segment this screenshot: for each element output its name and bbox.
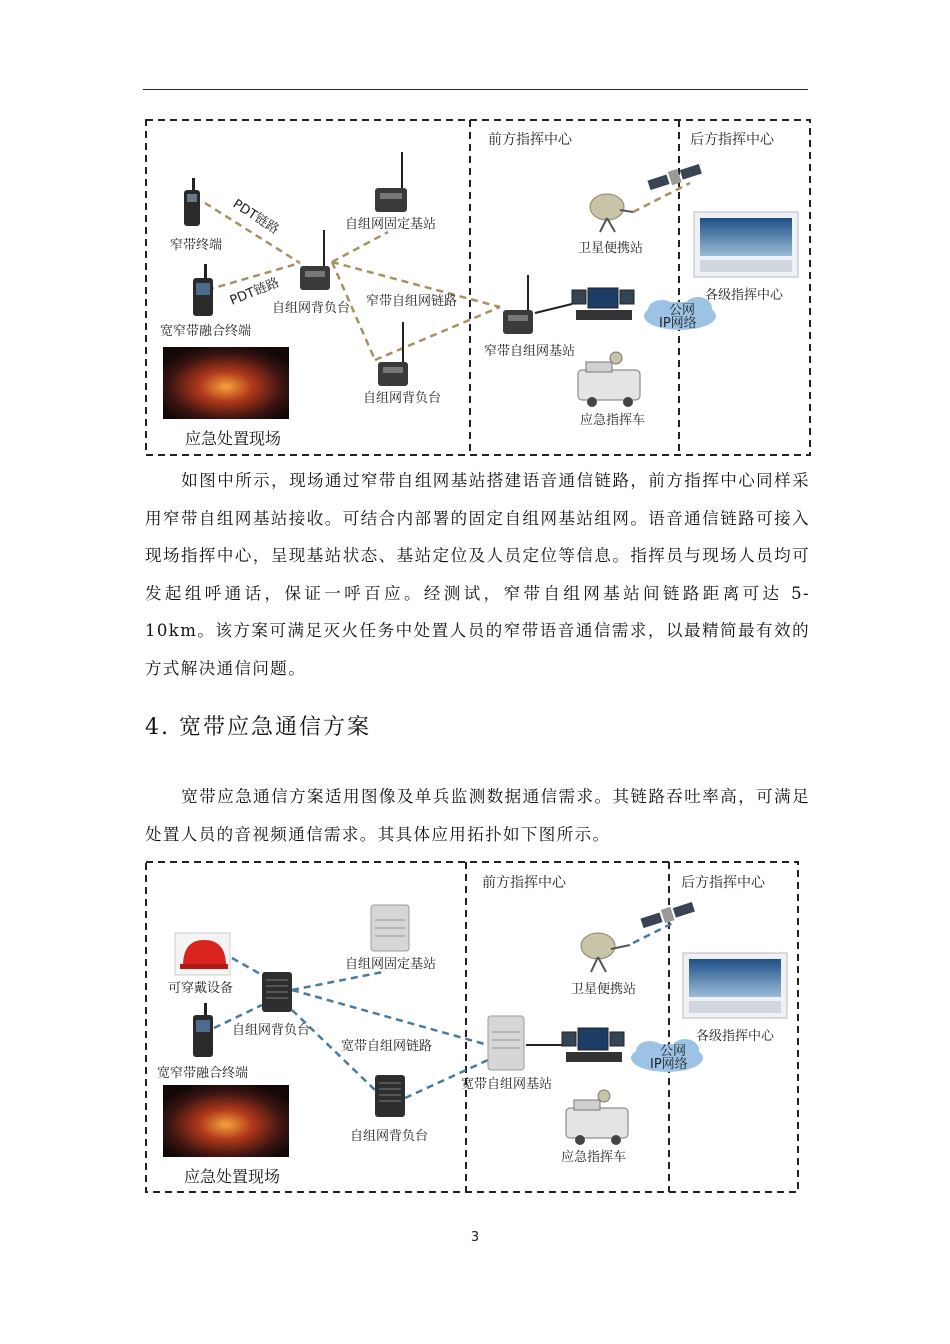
fig1-link-satellite — [633, 183, 690, 212]
fig2-backpack-bottom-icon — [375, 1075, 405, 1117]
fig1-public-net-label-2: IP网络 — [659, 316, 697, 331]
fig1-command-vehicle-icon — [578, 352, 640, 407]
fig1-converged-terminal-icon — [193, 264, 213, 316]
fig2-satellite-portable-label: 卫星便携站 — [571, 982, 637, 997]
fig2-broadband-base-icon — [488, 1016, 524, 1070]
fig1-console-icon — [572, 288, 634, 320]
fig2-backpack-center-label: 自组网背负台 — [232, 1023, 311, 1038]
fig1-pdt-link-label-2: PDT链路 — [227, 275, 282, 309]
section-heading: 4. 宽带应急通信方案 — [145, 715, 371, 740]
fig1-scene-label: 应急处置现场 — [185, 429, 282, 448]
fig1-pdt-link-label-1: PDT链路 — [229, 196, 282, 238]
fig1-narrowband-terminal-label: 窄带终端 — [170, 238, 223, 253]
fig2-public-net-label-1: 公网 — [660, 1044, 687, 1059]
fig2-zone-front-label: 前方指挥中心 — [482, 875, 566, 891]
fig2-broadband-base-label: 宽带自组网基站 — [461, 1077, 553, 1092]
fig1-converged-terminal-label: 宽窄带融合终端 — [160, 324, 252, 339]
fig2-fixed-station-icon — [371, 905, 409, 951]
fig1-public-net-label-1: 公网 — [669, 303, 696, 318]
fig1-link-fixed — [332, 232, 388, 262]
fig1-fire-scene-photo — [163, 347, 289, 419]
fig1-narrowband-base-label: 窄带自组网基站 — [484, 344, 576, 359]
fig1-backpack-bottom-label: 自组网背负台 — [363, 391, 442, 406]
fig1-satellite-icon — [647, 162, 703, 192]
fig1-fixed-station-label: 自组网固定基站 — [345, 217, 437, 232]
fig2-scene-label: 应急处置现场 — [184, 1167, 281, 1186]
fig2-console-icon — [562, 1028, 624, 1062]
fig2-public-net-label-2: IP网络 — [650, 1057, 688, 1072]
fig2-helmet-icon — [175, 933, 230, 975]
paragraph-2-text: 宽带应急通信方案适用图像及单兵监测数据通信需求。其链路吞吐率高，可满足处置人员的音视频通信需求。其具体应用拓扑如下图所示。 — [145, 787, 810, 844]
fig1-backpack-bottom-icon — [378, 322, 408, 386]
fig1-zone-rear-label: 后方指挥中心 — [690, 132, 774, 148]
fig2-fixed-station-label: 自组网固定基站 — [345, 957, 437, 972]
figure-2-diagram — [146, 862, 798, 1192]
fig1-satellite-portable-label: 卫星便携站 — [578, 241, 644, 256]
fig1-backpack-center-icon — [300, 230, 330, 290]
fig2-command-center-image — [683, 953, 787, 1018]
fig2-mesh-link-label: 宽带自组网链路 — [341, 1039, 433, 1054]
fig2-zone-rear-label: 后方指挥中心 — [681, 875, 765, 891]
page-number: 3 — [470, 1230, 480, 1245]
figure-1-diagram — [146, 120, 810, 455]
fig2-command-vehicle-label: 应急指挥车 — [561, 1150, 627, 1165]
fig1-command-center-label: 各级指挥中心 — [705, 288, 784, 303]
fig2-wearable-label: 可穿戴设备 — [168, 981, 234, 996]
fig1-link-wired — [535, 304, 572, 313]
fig1-command-vehicle-label: 应急指挥车 — [580, 413, 646, 428]
fig2-converged-terminal-label: 宽窄带融合终端 — [157, 1066, 249, 1081]
fig1-fixed-station-icon — [375, 152, 407, 212]
fig1-link-bottom-base — [375, 307, 500, 360]
fig2-link-fixed — [292, 972, 383, 990]
fig2-backpack-center-icon — [262, 972, 292, 1012]
fig2-fire-scene-photo — [163, 1085, 289, 1157]
fig2-converged-terminal-icon — [193, 1003, 213, 1057]
fig2-link-wearable — [232, 958, 262, 975]
fig2-command-center-label: 各级指挥中心 — [696, 1029, 775, 1044]
fig1-backpack-center-label: 自组网背负台 — [272, 301, 351, 316]
fig2-satellite-dish-icon — [581, 933, 630, 972]
fig2-backpack-bottom-label: 自组网背负台 — [350, 1129, 429, 1144]
fig1-zone-front-label: 前方指挥中心 — [488, 132, 572, 148]
fig1-mesh-link-label: 窄带自组网链路 — [366, 294, 458, 309]
fig1-satellite-dish-icon — [590, 194, 633, 232]
fig1-command-center-image — [694, 212, 798, 277]
fig1-radio-icon — [184, 178, 200, 226]
paragraph-1-text: 如图中所示，现场通过窄带自组网基站搭建语音通信链路，前方指挥中心同样采用窄带自组网基站接收。可结合内部署的固定自组网基站组网。语音通信链路可接入现场指挥中心，呈现基站状态、基站定位及人员定位等信息。指挥员与现场人员均可发起组呼通话，保证一呼百应。经测试，窄带自组网基站间链路距离可达 5-10km。该方案可满足灭火任务中处置人员的窄带语音通信需求，以最精简最有效的方式解决通信问题。 — [145, 471, 810, 678]
paragraph-2 — [145, 778, 810, 853]
fig1-narrowband-base-icon — [503, 275, 533, 334]
fig2-command-vehicle-icon — [566, 1090, 628, 1145]
paragraph-1 — [145, 462, 810, 687]
